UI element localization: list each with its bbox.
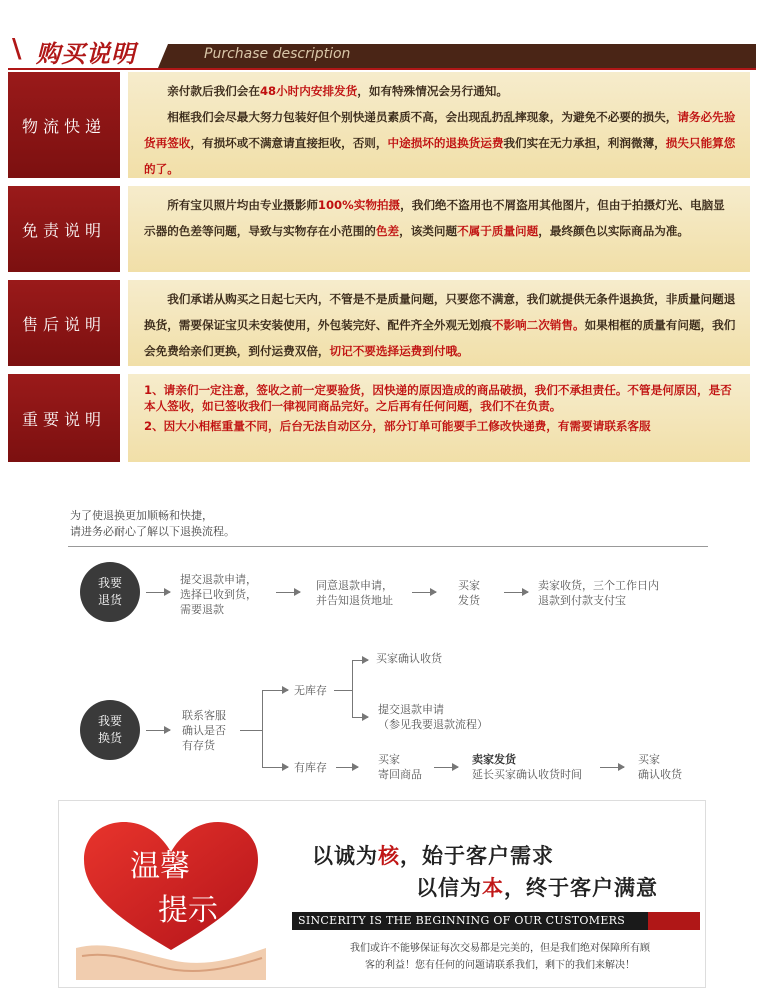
exchange-start-circle — [80, 700, 140, 760]
note-line: 我们或许不能够保证每次交易都是完美的，但是我们绝对保障所有顾 — [350, 943, 650, 954]
step-text: 卖家发货 — [472, 753, 516, 766]
step-text: 并告知退货地址 — [316, 594, 393, 607]
flow-arrow — [504, 592, 528, 593]
section-paragraph — [144, 286, 736, 364]
section-text: 我们实在无力承担，利润微薄， — [503, 136, 666, 150]
flow-divider — [68, 546, 708, 547]
section-text: 亲付款后我们会在 — [167, 84, 260, 98]
step-text: 发货 — [458, 594, 480, 607]
flow-arrow — [262, 767, 288, 768]
section-text: ，如有特殊情况会另行通知。 — [357, 84, 508, 98]
step-text: 提交退款申请， — [180, 573, 257, 586]
section-text: ，该类问题 — [399, 224, 458, 238]
section-content — [128, 186, 750, 272]
step-text: 买家 — [378, 753, 400, 766]
section-highlight: 切记不要选择运费到付哦。 — [329, 344, 469, 358]
in-stock-seller-ship — [472, 752, 582, 782]
step-text: 延长买家确认收货时间 — [472, 768, 582, 781]
flow-arrow — [352, 717, 368, 718]
step-text: 有存货 — [182, 739, 215, 752]
section-highlight: 请务必先验货再签收 — [144, 110, 736, 150]
step-text: 提交退款申请 — [378, 703, 444, 716]
flow-intro-line: 请进务必耐心了解以下退换流程。 — [70, 525, 235, 538]
section-highlight: 100%实物拍摄 — [317, 198, 401, 212]
header-divider — [8, 68, 756, 70]
step-text: 联系客服 — [182, 709, 226, 722]
step-text: 买家 — [458, 579, 480, 592]
header-subtitle: Purchase description — [204, 46, 351, 62]
slogan-part: ，始于客户需求 — [400, 843, 554, 868]
tips-banner — [292, 912, 700, 930]
exchange-step-contact — [182, 708, 226, 753]
section-content — [128, 280, 750, 366]
flow-connector — [352, 660, 353, 718]
tips-slogan-2 — [416, 872, 658, 902]
flow-arrow — [276, 592, 300, 593]
header-slash: \ — [12, 34, 22, 64]
section-paragraph — [144, 104, 736, 182]
section-disclaimer — [8, 186, 750, 272]
step-text: 同意退款申请， — [316, 579, 393, 592]
slogan-highlight: 本 — [482, 875, 504, 900]
section-label: 售后说明 — [8, 280, 120, 366]
section-paragraph — [144, 78, 736, 104]
step-text: 买家 — [638, 753, 660, 766]
section-highlight: 不影响二次销售。 — [491, 318, 585, 332]
in-stock-label: 有库存 — [294, 761, 327, 774]
return-start-circle — [80, 562, 140, 622]
note-line: 客的利益！您有任何的问题请联系我们，剩下的我们来解决！ — [365, 960, 635, 971]
return-step-ship — [458, 578, 480, 608]
flow-arrow — [262, 690, 288, 691]
section-content — [128, 374, 750, 462]
flow-arrow — [434, 767, 458, 768]
section-aftersales — [8, 280, 750, 366]
section-logistics — [8, 72, 750, 178]
section-text: 我们承诺从购买之日起七天内，不管是不是质量问题，只要您不满意，我们就提供无条件退换货，非质量问题退换货，需要保证宝贝未安装使用，外包装完好、配件齐全外观无划痕 — [144, 292, 736, 332]
slogan-highlight: 核 — [378, 843, 400, 868]
section-highlight: 48小时内安排发货 — [259, 84, 358, 98]
in-stock-confirm — [638, 752, 682, 782]
flow-intro-line: 为了使退换更加顺畅和快捷， — [70, 509, 213, 522]
no-stock-label: 无库存 — [294, 684, 327, 697]
section-text: ，有损坏或不满意请直接拒收，否则， — [190, 136, 388, 150]
flow-arrow — [336, 767, 358, 768]
step-text: 寄回商品 — [378, 768, 422, 781]
step-text: 卖家收货，三个工作日内 — [538, 579, 659, 592]
no-stock-refund — [378, 702, 488, 732]
step-text: （参见我要退款流程） — [378, 718, 488, 731]
section-label: 重要说明 — [8, 374, 120, 462]
flow-connector — [334, 690, 352, 691]
return-step-agree — [316, 578, 393, 608]
flow-connector — [262, 690, 263, 768]
return-step-submit — [180, 572, 257, 617]
section-highlight: 不属于质量问题 — [457, 224, 539, 238]
no-stock-confirm: 买家确认收货 — [376, 652, 442, 665]
flow-arrow — [600, 767, 624, 768]
heart-hand-icon — [76, 820, 266, 980]
section-content — [128, 72, 750, 178]
flow-intro — [70, 508, 235, 540]
slogan-part: ，终于客户满意 — [504, 875, 658, 900]
section-important — [8, 374, 750, 462]
flow-arrow — [146, 592, 170, 593]
step-text: 确认收货 — [638, 768, 682, 781]
section-label: 免责说明 — [8, 186, 120, 272]
in-stock-send-back — [378, 752, 422, 782]
slogan-part: 以信为 — [416, 875, 482, 900]
section-paragraph — [144, 382, 736, 414]
circle-text: 退货 — [97, 593, 122, 607]
section-text: 相框我们会尽最大努力包装好但个别快递员素质不高，会出现乱扔乱摔现象，为避免不必要的损失， — [167, 110, 678, 124]
slogan-part: 以诚为 — [312, 843, 378, 868]
flow-arrow — [352, 660, 368, 661]
circle-text: 我要 — [97, 576, 122, 590]
banner-text: SINCERITY IS THE BEGINNING OF OUR CUSTOMERS — [298, 914, 626, 927]
section-text: 如果相框的质量有问题，我们会免费给亲们更换，到付运费双倍， — [144, 318, 736, 358]
tips-note — [300, 940, 700, 974]
flow-connector — [240, 730, 262, 731]
circle-text: 换货 — [97, 731, 122, 745]
section-paragraph — [144, 192, 736, 244]
section-label: 物流快递 — [8, 72, 120, 178]
section-highlight: 损失只能算您的了。 — [144, 136, 736, 176]
section-highlight: 色差 — [375, 224, 400, 238]
section-highlight: 中途损坏的退换货运费 — [387, 136, 504, 150]
flow-arrow — [146, 730, 170, 731]
step-text: 选择已收到货， — [180, 588, 257, 601]
section-text: ，最终颜色以实际商品为准。 — [538, 224, 689, 238]
section-text: ，我们绝不盗用也不屑盗用其他图片，但由于拍摄灯光、电脑显示器的色差等问题，导致与实物存在小范围的 — [144, 198, 725, 238]
purchase-header — [8, 30, 756, 70]
banner-accent — [648, 912, 700, 930]
tips-slogan-1 — [312, 840, 554, 870]
step-text: 需要退款 — [180, 603, 224, 616]
header-title: 购买说明 — [36, 40, 136, 68]
circle-text: 我要 — [97, 714, 122, 728]
step-text: 确认是否 — [182, 724, 226, 737]
section-text: 1、请亲们一定注意，签收之前一定要验货，因快递的原因造成的商品破损，我们不承担责任。不管是何原因，是否本人签收，如已签收我们一律视同商品完好。之后再有任何问题，我们不在负责。 — [144, 383, 732, 413]
section-text: 2、因大小相框重量不同，后台无法自动区分，部分订单可能要手工修改快递费，有需要请联系客服 — [144, 419, 651, 433]
return-step-refund — [538, 578, 659, 608]
section-paragraph — [144, 418, 736, 434]
heart-text: 温馨 — [130, 849, 190, 884]
section-text: 所有宝贝照片均由专业摄影师 — [167, 198, 318, 212]
step-text: 退款到付款支付宝 — [538, 594, 626, 607]
flow-arrow — [412, 592, 436, 593]
heart-text: 提示 — [158, 893, 218, 928]
